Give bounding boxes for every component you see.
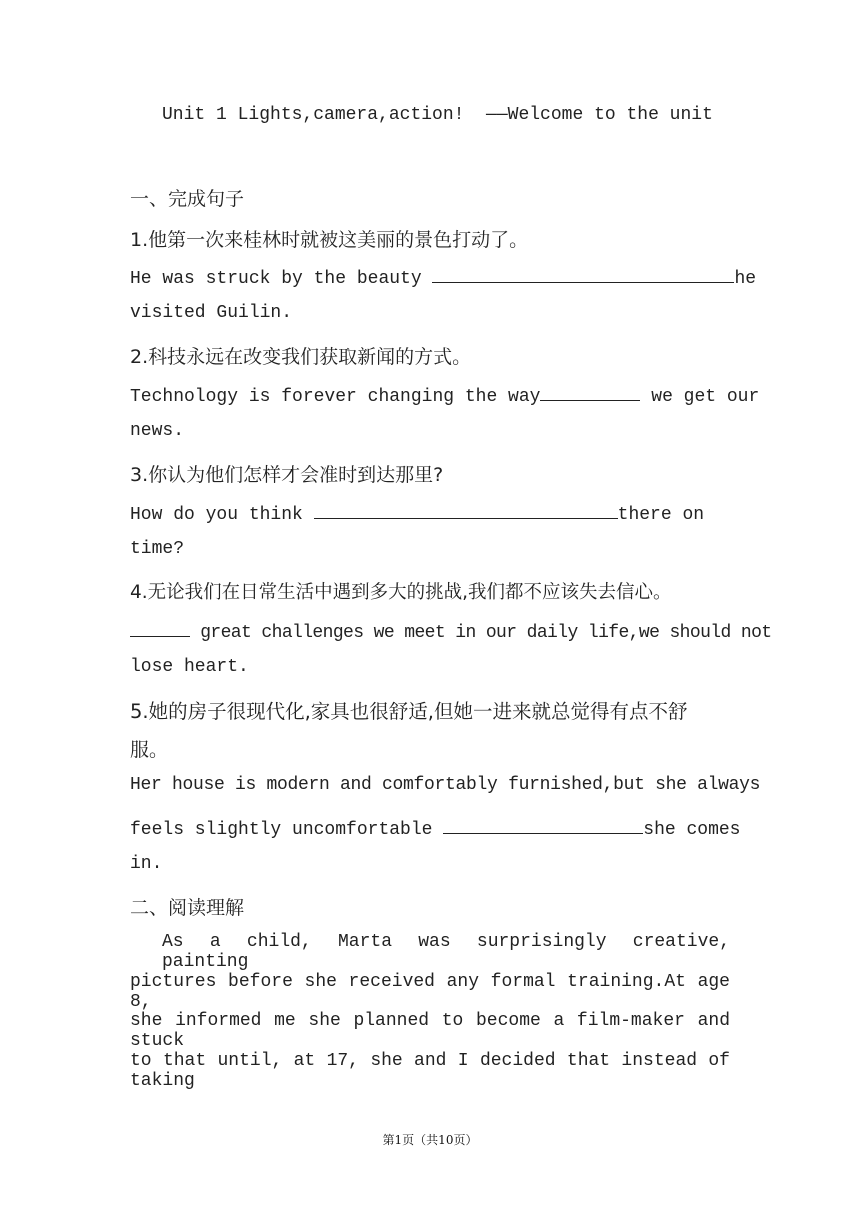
question-2-english-line2: news. [130, 421, 185, 441]
answer-blank-2[interactable] [540, 382, 640, 401]
question-4-chinese: 4.无论我们在日常生活中遇到多大的挑战,我们都不应该失去信心。 [130, 582, 672, 603]
question-5-english-line2 [130, 815, 741, 840]
section-heading-sentences: 一、完成句子 [130, 188, 245, 210]
question-5-text-b: feels slightly uncomfortable [130, 820, 444, 840]
reading-line-1: As a child, Marta was surprisingly creative, painting [162, 932, 730, 972]
question-2-chinese: 2.科技永远在改变我们获取新闻的方式。 [130, 346, 472, 368]
question-1-chinese: 1.他第一次来桂林时就被这美丽的景色打动了。 [130, 229, 529, 251]
question-3-english-line2: time? [130, 539, 185, 559]
page-title: Unit 1 Lights,camera,action! ——Welcome to the unit [162, 105, 713, 125]
page-footer: 第1页（共10页） [382, 1133, 478, 1147]
question-4-text-b: great challenges we meet in our daily life,we should not [190, 623, 772, 643]
question-5-english-line3: in. [130, 854, 163, 874]
reading-line-4: to that until, at 17, she and I decided that instead of taking [130, 1051, 730, 1091]
question-3-text-b: there on [617, 505, 705, 525]
question-2-text-b: we get our [640, 387, 760, 407]
question-2-english-line1 [130, 382, 760, 407]
reading-line-3: she informed me she planned to become a film-maker and stuck [130, 1011, 730, 1051]
question-3-english-line1 [130, 500, 730, 525]
answer-blank-4[interactable] [130, 618, 190, 637]
question-5-text-c: she comes [643, 820, 741, 840]
question-1-text-b: he [734, 269, 757, 289]
reading-line-2: pictures before she received any formal training.At age 8, [130, 972, 730, 1012]
question-1-english-line1 [130, 264, 757, 289]
question-4-english-line1 [130, 618, 772, 643]
question-1-english-line2: visited Guilin. [130, 303, 293, 323]
question-3-text-a: How do you think [130, 505, 314, 525]
question-2-text-a: Technology is forever changing the way [130, 387, 541, 407]
question-5-english-line1: Her house is modern and comfortably furnished,but she always [130, 775, 761, 795]
section-heading-reading: 二、阅读理解 [130, 897, 245, 919]
question-5-chinese-line2: 服。 [130, 739, 169, 761]
answer-blank-3[interactable] [314, 500, 618, 519]
question-4-english-line2: lose heart. [130, 657, 249, 677]
answer-blank-5[interactable] [443, 815, 643, 834]
answer-blank-1[interactable] [432, 264, 734, 283]
question-3-chinese: 3.你认为他们怎样才会准时到达那里? [130, 464, 444, 486]
question-1-text-a: He was struck by the beauty [130, 269, 433, 289]
question-5-chinese-line1: 5.她的房子很现代化,家具也很舒适,但她一进来就总觉得有点不舒 [130, 700, 688, 723]
